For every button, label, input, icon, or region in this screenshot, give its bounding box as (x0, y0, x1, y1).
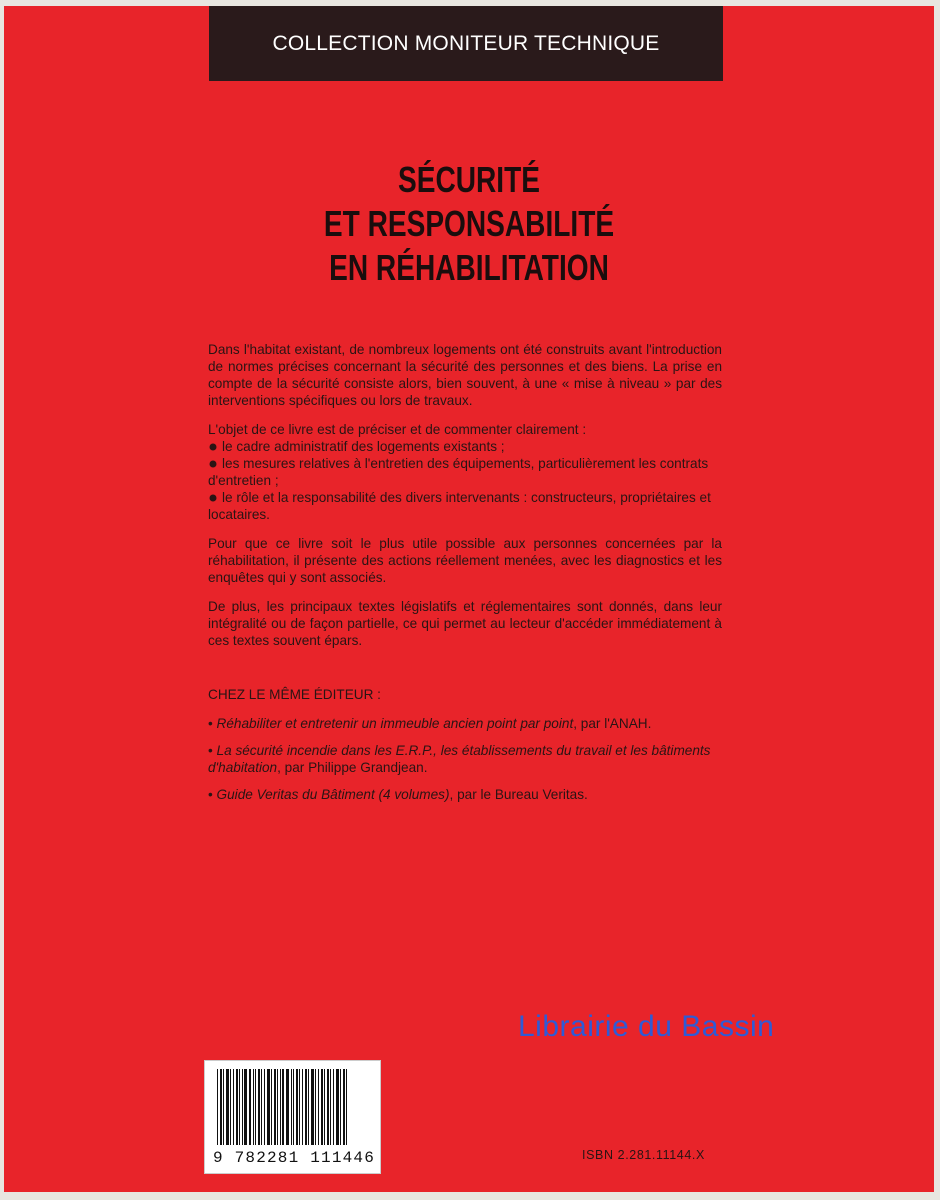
barcode-bar (308, 1069, 309, 1145)
barcode-bars (217, 1069, 367, 1145)
barcode-bar (230, 1069, 231, 1145)
isbn-label: ISBN 2.281.11144.X (582, 1148, 705, 1162)
objet-item: les mesures relatives à l'entretien des équipements, particulièrement les contrats d'entretien ; (208, 456, 709, 488)
barcode-bar (296, 1069, 298, 1145)
barcode-bar (333, 1069, 334, 1145)
barcode-bar (253, 1069, 254, 1145)
bookseller-watermark: Librairie du Bassin (518, 1010, 775, 1043)
barcode-bar (302, 1069, 303, 1145)
barcode-bar (267, 1069, 270, 1145)
barcode-bar (261, 1069, 262, 1145)
barcode-bar (220, 1069, 222, 1145)
barcode-bar (286, 1069, 289, 1145)
barcode-bar (255, 1069, 256, 1145)
barcode-bar (244, 1069, 247, 1145)
publisher-ref: • La sécurité incendie dans les E.R.P., les établissements du travail et les bâtiments d'habitation, par Philippe Grandjean. (208, 743, 711, 775)
barcode-bar (343, 1069, 345, 1145)
objet-lead: L'objet de ce livre est de préciser et de commenter clairement : (208, 422, 587, 437)
barcode-bar (324, 1069, 325, 1145)
barcode-bar (305, 1069, 307, 1145)
objet-item: le cadre administratif des logements existants ; (208, 438, 722, 455)
barcode-bar (340, 1069, 341, 1145)
title-line-1: SÉCURITÉ (398, 159, 540, 200)
barcode-bar (336, 1069, 339, 1145)
barcode-bar (239, 1069, 240, 1145)
barcode-bar (293, 1069, 294, 1145)
book-back-cover (4, 6, 934, 1192)
barcode-bar (217, 1069, 218, 1145)
collection-label: COLLECTION MONITEUR TECHNIQUE (272, 31, 660, 55)
barcode-number: 9 782281 111446 (213, 1149, 376, 1167)
barcode-bar (226, 1069, 229, 1145)
texts-paragraph: De plus, les principaux textes législatifs et réglementaires sont donnés, dans leur intégralité ou de façon partielle, ce qui permet au lecteur d'accéder immédiatement à ces textes souvent épars. (208, 599, 722, 648)
publisher-ref: • Réhabiliter et entretenir un immeuble ancien point par point, par l'ANAH. (208, 716, 652, 731)
usage-paragraph: Pour que ce livre soit le plus utile possible aux personnes concernées par la réhabilitation, il présente des actions réellement menées, avec les diagnostics et les enquêtes qui y sont associés. (208, 536, 722, 585)
collection-banner (209, 6, 723, 81)
barcode-bar (330, 1069, 331, 1145)
barcode-bar (236, 1069, 238, 1145)
barcode-bar (223, 1069, 224, 1145)
book-title (106, 158, 831, 290)
barcode-bar (282, 1069, 284, 1145)
same-publisher-heading: CHEZ LE MÊME ÉDITEUR : (208, 687, 381, 702)
title-line-2: ET RESPONSABILITÉ (323, 203, 615, 244)
barcode-bar (321, 1069, 323, 1145)
barcode-bar (346, 1069, 347, 1145)
barcode-bar (249, 1069, 251, 1145)
bullet-icon (210, 495, 217, 502)
intro-paragraph: Dans l'habitat existant, de nombreux logements ont été construits avant l'introduction de normes précises concernant la sécurité des personnes et des biens. La prise en compte de la sécurité consiste alors, bien souvent, à une « mise à niveau » par des interventions spécifiques ou lors de travaux. (208, 342, 722, 408)
barcode-bar (327, 1069, 329, 1145)
barcode-bar (271, 1069, 272, 1145)
blurb (208, 341, 722, 661)
barcode-bar (242, 1069, 243, 1145)
barcode-bar (233, 1069, 234, 1145)
barcode-bar (315, 1069, 316, 1145)
barcode-bar (258, 1069, 260, 1145)
bullet-icon (210, 461, 217, 468)
barcode-bar (291, 1069, 292, 1145)
same-publisher-section (208, 686, 722, 813)
barcode-bar (299, 1069, 300, 1145)
objet-item: le rôle et la responsabilité des divers intervenants : constructeurs, propriétaires et locataires. (208, 490, 711, 522)
barcode-bar (264, 1069, 265, 1145)
barcode-bar (311, 1069, 314, 1145)
bullet-icon (210, 444, 217, 451)
barcode-bar (318, 1069, 319, 1145)
objet-block (208, 421, 722, 523)
barcode-bar (280, 1069, 281, 1145)
barcode-bar (274, 1069, 276, 1145)
publisher-ref: • Guide Veritas du Bâtiment (4 volumes), par le Bureau Veritas. (208, 787, 588, 802)
title-line-3: EN RÉHABILITATION (329, 247, 609, 288)
barcode-bar (277, 1069, 278, 1145)
barcode (204, 1060, 381, 1174)
